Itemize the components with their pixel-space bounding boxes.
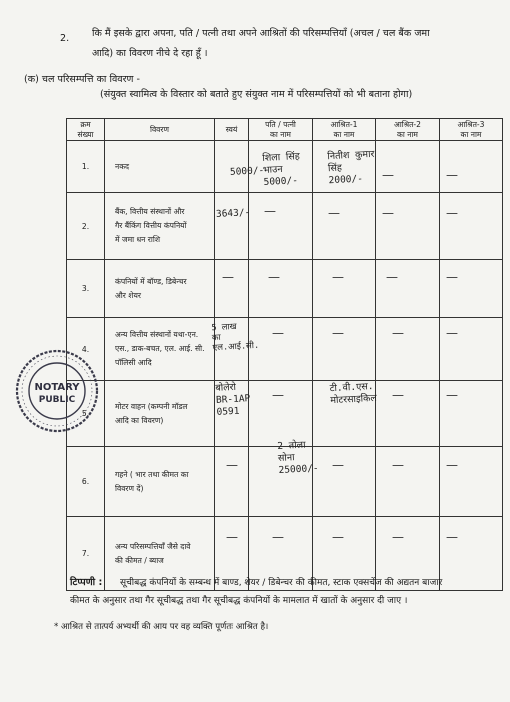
empty-dash: — — [382, 206, 394, 220]
header-spouse: पति / पत्नी का नाम — [249, 119, 313, 141]
table-row — [67, 318, 503, 381]
header-dependent-1: आश्रित-1 का नाम — [313, 119, 376, 141]
footnote: * आश्रित से तात्पर्य अभ्यर्थी की आय पर वह व्यक्ति पूर्णतः आश्रित है। — [54, 622, 269, 632]
paragraph-line-1: कि मैं इसके द्वारा अपना, पति / पत्नी तथा अपने आश्रितों की परिसम्पत्तियाँ (अचल / चल बैंक जमा — [92, 28, 430, 39]
empty-dash: — — [446, 206, 458, 220]
empty-dash: — — [332, 326, 344, 340]
stamp-notary-text: NOTARY — [34, 382, 80, 393]
empty-dash: — — [446, 530, 458, 544]
empty-dash: — — [446, 458, 458, 472]
handwritten-bank-self: 3643/- — [215, 207, 251, 220]
empty-dash: — — [446, 270, 458, 284]
section-title: (क) चल परिसम्पत्ति का विवरण - — [24, 74, 140, 85]
empty-dash: — — [446, 326, 458, 340]
empty-dash: — — [392, 530, 404, 544]
empty-dash: — — [226, 458, 238, 472]
row-number: 1. — [67, 141, 105, 193]
empty-dash: — — [386, 270, 398, 284]
table-row — [67, 193, 503, 260]
movable-assets-table — [66, 118, 503, 591]
empty-dash: — — [264, 204, 276, 218]
handwritten-jewellery-spouse: 2 तोला सोना 25000/- — [277, 439, 319, 477]
empty-dash: — — [332, 270, 344, 284]
section-subtitle: (संयुक्त स्वामित्व के विस्तार को बताते हुए संयुक्त नाम में परिसम्पत्तियों को भी बताना होगा) — [100, 89, 413, 100]
notary-stamp — [12, 346, 102, 436]
row-description: नकद — [105, 141, 215, 193]
handwritten-vehicle-dependent-1: टी.वी.एस. मोटरसाइकिल — [329, 380, 378, 407]
row-description: मोटर वाहन (कम्पनी मॉडल आदि का विवरण) — [105, 381, 215, 447]
header-serial: क्रम संख्या — [67, 119, 105, 141]
header-dependent-2: आश्रित-2 का नाम — [376, 119, 440, 141]
row-number: 6. — [67, 447, 105, 517]
row-description: बैंक, वित्तीय संस्थानों और गैर बैंकिंग वित्तीय कंपनियों में जमा धन राशि — [105, 193, 215, 260]
row-description: गहने ( भार तथा कीमत का विवरण दें) — [105, 447, 215, 517]
empty-dash: — — [226, 530, 238, 544]
empty-dash: — — [446, 388, 458, 402]
empty-dash: — — [328, 206, 340, 220]
paragraph-line-2: आदि) का विवरण नीचे दे रहा हूँ । — [92, 48, 208, 59]
row-number: 3. — [67, 260, 105, 318]
handwritten-cash-dependent-1: नितीश कुमार सिंह 2000/- — [327, 148, 375, 187]
handwritten-lic-self: 5 लाख का एल.आई.सी. — [211, 321, 260, 354]
row-number: 2. — [67, 193, 105, 260]
header-self: स्वयं — [215, 119, 249, 141]
row-description: अन्य परिसम्पत्तियाँ जैसे दावे की कीमत / ब्याज — [105, 517, 215, 591]
header-details: विवरण — [105, 119, 215, 141]
empty-dash: — — [392, 388, 404, 402]
empty-dash: — — [332, 458, 344, 472]
empty-dash: — — [222, 270, 234, 284]
empty-dash: — — [446, 168, 458, 182]
stamp-public-text: PUBLIC — [38, 395, 76, 405]
empty-dash: — — [332, 530, 344, 544]
table-row — [67, 381, 503, 447]
table-header-row — [67, 119, 503, 141]
row-number: 4. — [67, 318, 105, 381]
empty-dash: — — [382, 168, 394, 182]
handwritten-cash-self: 5000/- — [229, 165, 265, 178]
empty-dash: — — [392, 326, 404, 340]
handwritten-vehicle-self: बोलेरो BR-1AP 0591 — [215, 381, 251, 418]
empty-dash: — — [272, 326, 284, 340]
row-description: कंपनियों में बॉण्ड, डिबेन्चर और शेयर — [105, 260, 215, 318]
empty-dash: — — [272, 530, 284, 544]
header-dependent-3: आश्रित-3 का नाम — [440, 119, 503, 141]
empty-dash: — — [268, 270, 280, 284]
note-line-2: कीमत के अनुसार तथा गैर सूचीबद्ध तथा गैर सूचीबद्ध कंपनियों के मामलात में खातों के अनुसार दी जाए । — [70, 596, 408, 606]
row-number: 5. — [67, 381, 105, 447]
note-label: टिप्पणी : — [70, 577, 103, 588]
table-row — [67, 260, 503, 318]
handwritten-cash-spouse: शिला सिंह भाउन 5000/- — [262, 151, 301, 188]
row-description: अन्य वित्तीय संस्थानों यथा-एन. एस., डाक-बचत, एल. आई. सी. पॉलिसी आदि — [105, 318, 215, 381]
note-line-1: सूचीबद्ध कंपनियों के सम्बन्ध में बाण्ड, शेयर / डिबेन्चर की कीमत, स्टाक एक्सचेंज की अद्यतन बाजार — [120, 578, 443, 588]
row-number: 7. — [67, 517, 105, 591]
empty-dash: — — [392, 458, 404, 472]
paragraph-number: 2. — [60, 33, 70, 44]
empty-dash: — — [272, 388, 284, 402]
